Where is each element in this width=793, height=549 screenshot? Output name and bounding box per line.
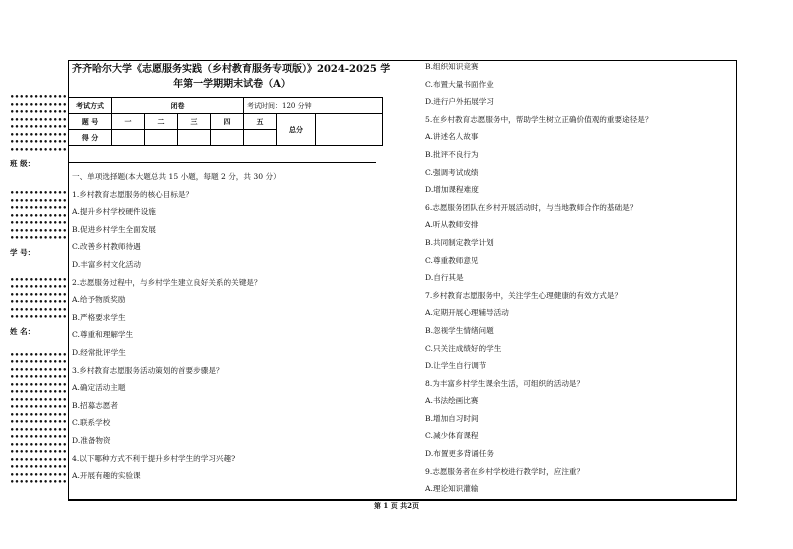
binding-margin <box>10 92 68 486</box>
binding-dotted-line: •••••••••••• <box>10 122 68 131</box>
answer-option: D.准备物资 <box>72 435 111 445</box>
divider <box>68 162 376 163</box>
score-cell[interactable] <box>211 130 244 146</box>
binding-dotted-line: •••••••••••• <box>10 477 68 486</box>
answer-option: D.经常批评学生 <box>72 347 126 357</box>
section-3: 三 <box>178 114 211 130</box>
score-cell[interactable] <box>112 130 145 146</box>
binding-dotted-line: •••••••••••• <box>10 372 68 381</box>
binding-dotted-line: •••••••••••• <box>10 203 68 212</box>
question-stem: 8.为丰富乡村学生课余生活，可组织的活动是？ <box>425 378 585 388</box>
score-cell[interactable] <box>244 130 277 146</box>
answer-option: A.开展有趣的实验课 <box>72 471 141 481</box>
exam-title <box>72 62 392 92</box>
answer-option: B.促进乡村学生全面发展 <box>72 224 156 234</box>
binding-dotted-line: •••••••••••• <box>10 364 68 374</box>
name-label: 姓 名： <box>10 326 36 336</box>
binding-dotted-line: •••••••••••• <box>10 233 68 242</box>
binding-dotted-line: •••••••••••• <box>10 409 68 419</box>
binding-dotted-line: •••••••••••• <box>10 387 68 396</box>
section-1: 一 <box>112 114 145 130</box>
answer-option: D.让学生自行调节 <box>425 361 487 371</box>
binding-dotted-line: •••••••••••• <box>10 107 68 116</box>
answer-option: C.只关注成绩好的学生 <box>425 343 502 353</box>
total-label: 总分 <box>277 114 316 146</box>
binding-dotted-line: •••••••••••• <box>10 188 68 197</box>
answer-option: A.理论知识灌输 <box>425 484 479 494</box>
score-cell[interactable] <box>178 130 211 146</box>
binding-dotted-line: •••••••••••• <box>10 297 68 306</box>
binding-dotted-line: •••••••••••• <box>10 394 68 404</box>
answer-option: C.尊重和理解学生 <box>72 330 134 340</box>
answer-option: C.尊重教师意见 <box>425 255 479 265</box>
answer-option: A.定期开展心理辅导活动 <box>425 308 509 318</box>
score-label: 得 分 <box>69 130 112 146</box>
binding-dotted-line: •••••••••••• <box>10 469 68 479</box>
binding-dotted-line: •••••••••••• <box>10 447 68 456</box>
question-no-label: 题 号 <box>69 114 112 130</box>
binding-dotted-line: •••••••••••• <box>10 129 68 139</box>
right-column <box>425 58 653 494</box>
question-stem: 4.以下哪种方式不利于提升乡村学生的学习兴趣? <box>72 453 236 463</box>
exam-mode-value: 闭卷 <box>112 98 244 114</box>
answer-option: C.改善乡村教师待遇 <box>72 242 141 252</box>
answer-option: D.进行户外拓展学习 <box>425 97 494 107</box>
answer-option: B.组织知识竞赛 <box>425 62 479 71</box>
question-stem: 9.志愿服务者在乡村学校进行教学时，应注重？ <box>425 466 585 476</box>
binding-dotted-line: •••••••••••• <box>10 289 68 299</box>
section-4: 四 <box>211 114 244 130</box>
answer-option: A.讲述名人故事 <box>425 132 479 142</box>
answer-option: A.确定活动主题 <box>72 383 126 393</box>
binding-dotted-line: •••••••••••• <box>10 144 68 154</box>
question-stem: 1.乡村教育志愿服务的核心目标是？ <box>72 189 194 199</box>
total-score-cell[interactable] <box>316 114 383 146</box>
binding-dotted-line: •••••••••••• <box>10 210 68 220</box>
binding-dotted-line: •••••••••••• <box>10 274 68 284</box>
score-table <box>68 97 383 146</box>
binding-dotted-line: •••••••••••• <box>10 218 68 227</box>
answer-option: B.共同制定教学计划 <box>425 237 494 247</box>
title-line-2: 年第一学期期末试卷（A） <box>173 79 291 90</box>
binding-dotted-line: •••••••••••• <box>10 357 68 366</box>
question-stem: 3.乡村教育志愿服务活动策划的首要步骤是？ <box>72 365 224 375</box>
binding-dotted-line: •••••••••••• <box>10 402 68 411</box>
answer-option: B.批评不良行为 <box>425 149 479 159</box>
binding-dotted-line: •••••••••••• <box>10 417 68 426</box>
class-label: 班 级： <box>10 159 36 168</box>
binding-dotted-line: •••••••••••• <box>10 454 68 464</box>
binding-dotted-line: •••••••••••• <box>10 432 68 441</box>
binding-dotted-line: •••••••••••• <box>10 379 68 389</box>
answer-option: D.布置更多背诵任务 <box>425 449 494 459</box>
left-column <box>72 168 281 481</box>
exam-mode-label: 考试方式 <box>69 98 112 114</box>
answer-option: B.增加自习时间 <box>425 413 479 423</box>
binding-dotted-line: •••••••••••• <box>10 225 68 235</box>
question-stem: 6.志愿服务团队在乡村开展活动时，与当地教师合作的基础是？ <box>425 202 638 212</box>
binding-dotted-line: •••••••••••• <box>10 195 68 205</box>
binding-dotted-line: •••••••••••• <box>10 114 68 124</box>
score-cell[interactable] <box>145 130 178 146</box>
answer-option: A.提升乡村学校硬件设施 <box>72 207 156 217</box>
answer-option: B.严格要求学生 <box>72 312 126 322</box>
answer-option: B.招募志愿者 <box>72 400 118 410</box>
answer-option: A.听从教师安排 <box>425 220 479 230</box>
binding-dotted-line: •••••••••••• <box>10 92 68 101</box>
answer-option: D.自行其是 <box>425 273 464 283</box>
section-5: 五 <box>244 114 277 130</box>
binding-dotted-line: •••••••••••• <box>10 312 68 321</box>
answer-option: A.书法绘画比赛 <box>425 396 479 406</box>
answer-option: C.布置大量书面作业 <box>425 79 494 89</box>
binding-dotted-line: •••••••••••• <box>10 99 68 109</box>
answer-option: C.联系学校 <box>72 418 111 428</box>
answer-option: D.增加课程难度 <box>425 185 479 195</box>
title-line-1: 齐齐哈尔大学《志愿服务实践（乡村教育服务专项版）》2024-2025 学 <box>72 64 391 75</box>
answer-option: C.减少体育课程 <box>425 431 479 441</box>
question-stem: 7.乡村教育志愿服务中，关注学生心理健康的有效方式是？ <box>425 290 623 300</box>
binding-dotted-line: •••••••••••• <box>10 304 68 314</box>
exam-time: 考试时间：120 分钟 <box>244 98 383 114</box>
binding-dotted-line: •••••••••••• <box>10 349 68 359</box>
student-id-label: 学 号： <box>10 247 36 257</box>
binding-dotted-line: •••••••••••• <box>10 424 68 434</box>
question-stem: 2.志愿服务过程中，与乡村学生建立良好关系的关键是？ <box>72 277 262 287</box>
answer-option: C.强调考试成绩 <box>425 167 479 177</box>
binding-dotted-line: •••••••••••• <box>10 137 68 146</box>
binding-dotted-line: •••••••••••• <box>10 462 68 471</box>
question-stem: 5.在乡村教育志愿服务中，帮助学生树立正确价值观的重要途径是？ <box>425 114 653 124</box>
answer-option: B.忽视学生情绪问题 <box>425 325 494 335</box>
binding-dotted-line: •••••••••••• <box>10 282 68 291</box>
section-2: 二 <box>145 114 178 130</box>
page-footer: 第 1 页 共2页 <box>374 501 420 510</box>
answer-option: D.丰富乡村文化活动 <box>72 259 141 269</box>
section-heading: 一、单项选择题(本大题总共 15 小题，每题 2 分，共 30 分） <box>72 172 281 181</box>
answer-option: A.给予物质奖励 <box>72 295 126 305</box>
binding-dotted-line: •••••••••••• <box>10 439 68 449</box>
